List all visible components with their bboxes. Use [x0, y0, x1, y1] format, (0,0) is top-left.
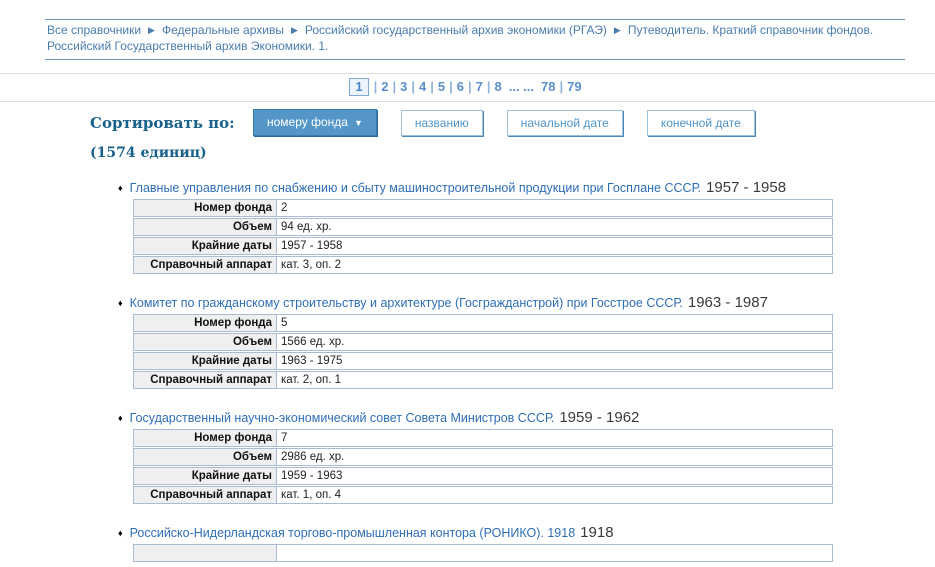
sort-button-title[interactable]: названию — [401, 110, 483, 136]
sort-button-fond-number[interactable] — [253, 109, 377, 136]
pagination-separator: | — [411, 79, 415, 94]
dates-value: 1957 - 1958 — [277, 238, 832, 254]
fond-number-value: 5 — [277, 315, 832, 331]
fond-number-value: 2 — [277, 200, 832, 216]
dates-value: 1963 - 1975 — [277, 353, 832, 369]
table-row — [133, 256, 833, 274]
dates-value: 1959 - 1963 — [277, 468, 832, 484]
fond-title-row — [118, 180, 935, 197]
bullet-icon: ♦ — [118, 413, 123, 423]
page — [0, 19, 935, 567]
fond-table — [133, 199, 833, 274]
fond-list — [0, 180, 935, 562]
breadcrumb-arrow-icon: ▶ — [613, 25, 621, 35]
pagination-separator: | — [373, 79, 378, 94]
pagination-separator: | — [559, 79, 564, 94]
breadcrumb-link-rgae[interactable]: Российский государственный архив экономики (РГАЭ) — [304, 23, 607, 37]
row-label-reference: Справочный аппарат — [134, 372, 277, 388]
row-label-volume: Объем — [134, 334, 277, 350]
divider-bottom — [0, 101, 935, 102]
breadcrumb-link-federal-archives[interactable]: Федеральные архивы — [161, 23, 284, 37]
table-row — [133, 314, 833, 332]
fond-years: 1959 - 1962 — [559, 409, 640, 426]
table-row — [133, 333, 833, 351]
fond-table-partial — [133, 544, 833, 562]
row-label-reference: Справочный аппарат — [134, 487, 277, 503]
table-row — [133, 467, 833, 485]
fond-title-row — [118, 410, 935, 427]
pagination — [0, 74, 935, 101]
pagination-separator: | — [392, 79, 397, 94]
volume-value: 1566 ед. хр. — [277, 334, 832, 350]
fond-title-link[interactable]: Комитет по гражданскому строительству и архитектуре (Госгражданстрой) при Госстрое СССР. — [129, 296, 683, 310]
pagination-separator: | — [430, 79, 434, 94]
fond-title-row — [118, 525, 935, 542]
table-row — [133, 352, 833, 370]
reference-value: кат. 1, оп. 4 — [277, 487, 832, 503]
breadcrumb — [45, 19, 905, 60]
row-label-fond-number: Номер фонда — [134, 200, 277, 216]
pagination-link-5[interactable]: 5 — [437, 79, 446, 94]
sort-controls — [90, 109, 935, 136]
pagination-link-6[interactable]: 6 — [456, 79, 464, 94]
pagination-separator: | — [467, 79, 472, 94]
row-label-volume: Объем — [134, 219, 277, 235]
pagination-link-3[interactable]: 3 — [400, 79, 408, 94]
results-count: (1574 единиц) — [90, 145, 207, 161]
fond-table — [133, 314, 833, 389]
table-row — [133, 544, 833, 562]
row-label-fond-number: Номер фонда — [134, 315, 277, 331]
row-label-dates: Крайние даты — [134, 468, 277, 484]
fond-years: 1963 - 1987 — [687, 294, 768, 311]
bullet-icon: ♦ — [118, 298, 123, 308]
fond-title-link[interactable]: Российско-Нидерландская торгово-промышленная контора (РОНИКО). 1918 — [129, 526, 576, 540]
fond-item — [0, 525, 935, 562]
volume-value: 2986 ед. хр. — [277, 449, 832, 465]
fond-title-link[interactable]: Главные управления по снабжению и сбыту машиностроительной продукции при Госплане СССР. — [129, 181, 702, 195]
fond-title-link[interactable]: Государственный научно-экономический совет Совета Министров СССР. — [129, 411, 555, 425]
row-label-volume: Объем — [134, 449, 277, 465]
bullet-icon: ♦ — [118, 528, 123, 538]
pagination-current-page: 1 — [349, 78, 368, 96]
fond-item — [0, 180, 935, 274]
sort-button-start-date[interactable]: начальной дате — [507, 110, 623, 136]
sort-by-label: Сортировать по: — [90, 113, 235, 132]
pagination-link-4[interactable]: 4 — [419, 79, 427, 94]
fond-number-value: 7 — [277, 430, 832, 446]
pagination-link-8[interactable]: 8 — [494, 79, 502, 94]
row-label-dates: Крайние даты — [134, 238, 277, 254]
fond-item — [0, 410, 935, 504]
pagination-link-78[interactable]: 78 — [541, 79, 556, 94]
fond-years: 1957 - 1958 — [706, 179, 787, 196]
fond-table — [133, 429, 833, 504]
table-row — [133, 218, 833, 236]
table-row — [133, 199, 833, 217]
sort-button-fond-number-label: номеру фонда — [267, 115, 348, 129]
bullet-icon: ♦ — [118, 183, 123, 193]
pagination-separator: | — [486, 79, 491, 94]
reference-value: кат. 2, оп. 1 — [277, 372, 832, 388]
breadcrumb-link-all-guides[interactable]: Все справочники — [47, 23, 142, 37]
pagination-link-79[interactable]: 79 — [567, 79, 582, 94]
chevron-down-icon: ▼ — [353, 118, 363, 128]
pagination-separator: | — [449, 79, 453, 94]
breadcrumb-arrow-icon: ▶ — [290, 25, 298, 35]
breadcrumb-arrow-icon: ▶ — [148, 25, 155, 35]
row-label-dates: Крайние даты — [134, 353, 277, 369]
table-row — [133, 429, 833, 447]
pagination-link-2[interactable]: 2 — [381, 79, 389, 94]
table-row — [133, 237, 833, 255]
pagination-ellipsis: ... ... — [508, 79, 535, 94]
fond-title-row — [118, 295, 935, 312]
volume-value: 94 ед. хр. — [277, 219, 832, 235]
table-row — [133, 486, 833, 504]
breadcrumb-current-page: Путеводитель. Краткий справочник фондов. Российский Государственный архив Экономики. 1. — [47, 23, 874, 53]
row-label-reference: Справочный аппарат — [134, 257, 277, 273]
row-label-fond-number — [134, 545, 277, 561]
row-label-fond-number: Номер фонда — [134, 430, 277, 446]
fond-item — [0, 295, 935, 389]
fond-number-value — [277, 545, 832, 561]
pagination-link-7[interactable]: 7 — [475, 79, 483, 94]
table-row — [133, 371, 833, 389]
table-row — [133, 448, 833, 466]
fond-years: 1918 — [580, 524, 614, 541]
sort-button-end-date[interactable]: конечной дате — [647, 110, 755, 136]
reference-value: кат. 3, оп. 2 — [277, 257, 832, 273]
